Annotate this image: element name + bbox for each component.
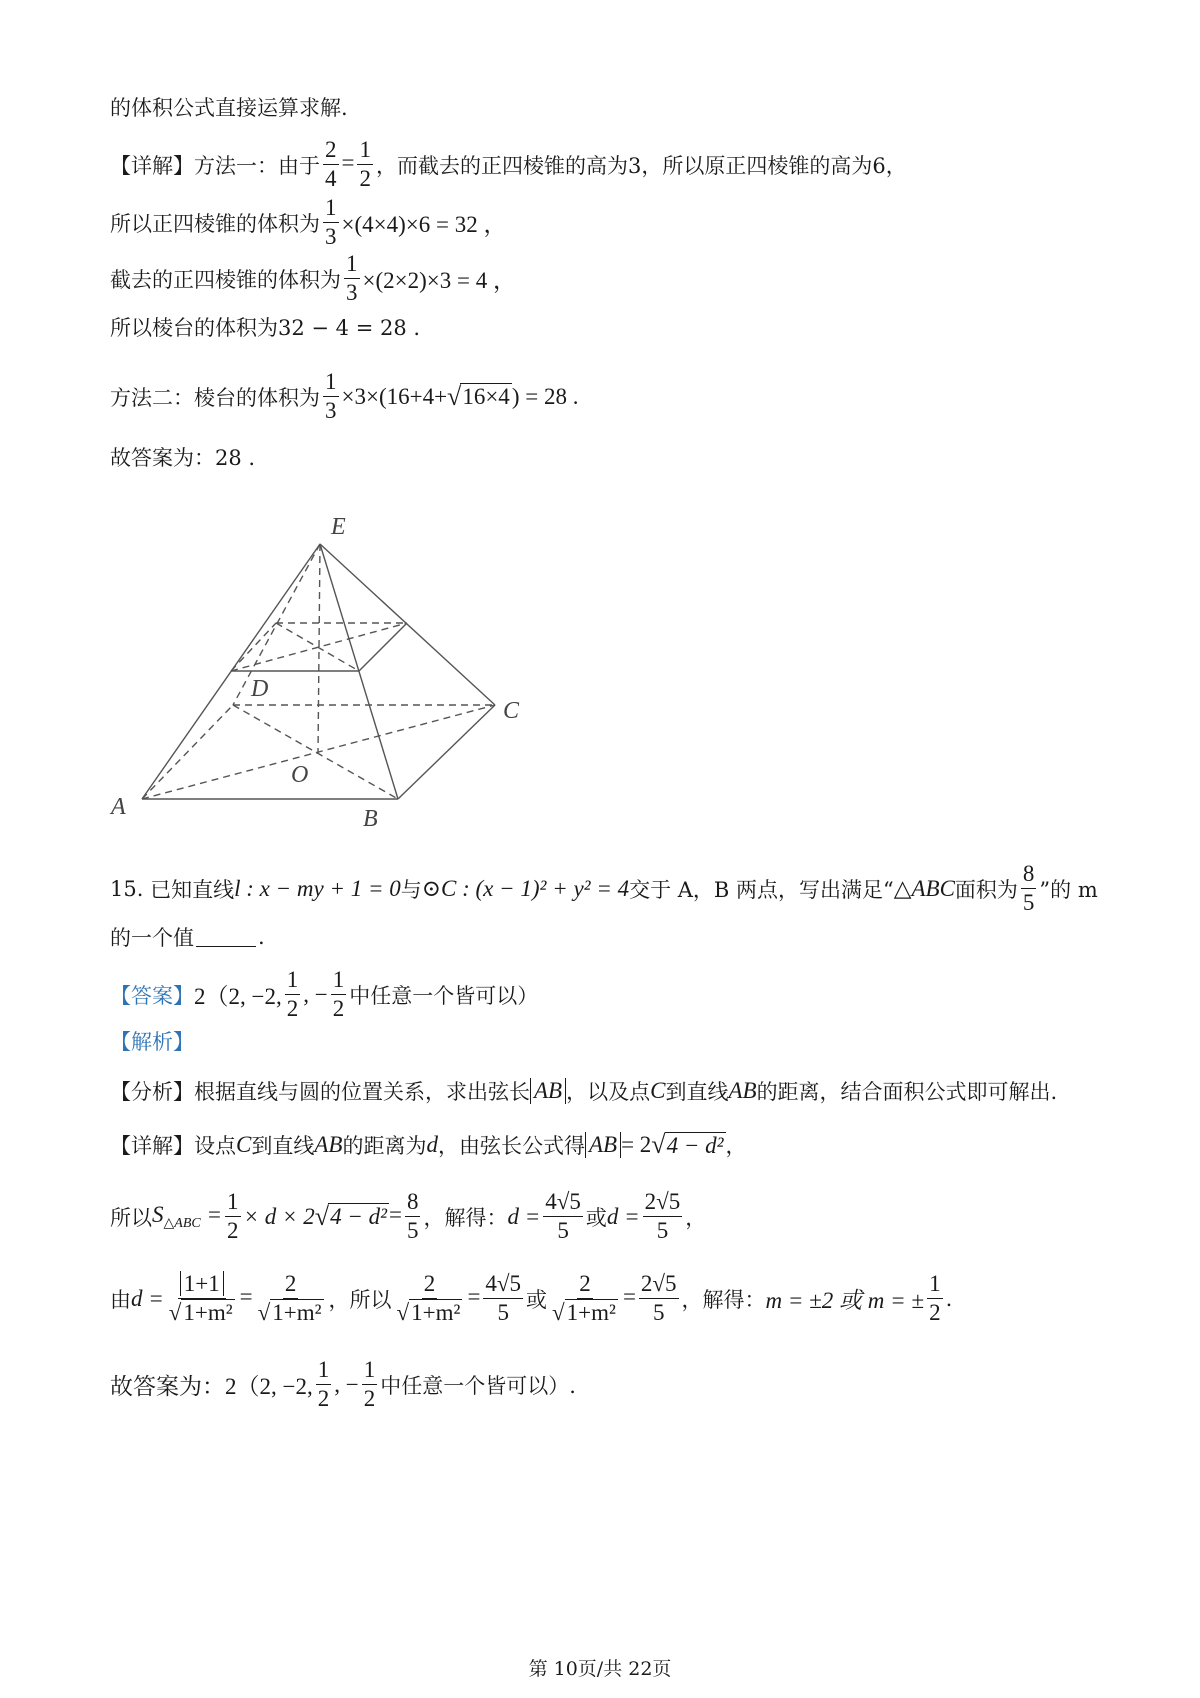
analysis-label: 【解析】 [110,1030,194,1054]
distance-line: 由 d = $\frac{1+1}{\text{√1+m²}}$ = $\frac{2}{\text{√1+m²}}$ ，所以 $\frac{2}{\text{√1+m²}}$ = $\frac{4√5}{5}$ 或 $\frac{2}{\text{√1+m²}}$ = $\frac{2√5}{5}$ ，解得： m = ±2 或 m = ± $\frac{1}{2}$ . [110,1271,953,1326]
label-O: O [291,762,309,788]
text: ，所以 [328,1287,392,1312]
answer-text: 2（2, −2, [194,984,282,1010]
page-footer: 第 10页/共 22页 [528,1658,672,1680]
detail-label: 【详解】 [110,1134,194,1158]
label-D: D [251,676,269,702]
final-text: , − [334,1371,359,1397]
text: 交于 A，B 两点，写出满足“ [629,877,894,902]
jiexi-line [110,1026,194,1056]
text: 由 [110,1287,131,1312]
final-text: 故答案为：2（2, −2, [110,1374,313,1400]
text: 方法二：棱台的体积为 [110,385,320,410]
edge-EC [320,544,495,705]
expr-text: ×3×(16+4+ [341,383,448,409]
text: 与 [400,877,422,902]
label-A: A [111,794,126,820]
area-line: 所以 $S_{\triangle ABC}$ = $\frac{1}{2}$ × d × 2 √ 4 − d² = $\frac{8}{5}$ ，解得： d = $\frac{4√5}{5}$ 或 d = $\frac{2√5}{5}$ ， [110,1189,707,1244]
method1-line1 [110,138,907,191]
answer-blank [196,928,256,947]
answer-text: , − [303,981,328,1007]
text: 所以正四棱锥的体积为 [110,211,320,236]
text: 根据直线与圆的位置关系，求出弦长 [194,1080,530,1104]
label-B: B [363,806,378,832]
text: . [945,1286,953,1311]
text: 或 [585,1205,607,1230]
text: 到直线 [665,1080,729,1104]
text: 所以 [110,1205,152,1230]
expr-text: × d × 2 [243,1203,315,1229]
frac-8-5: $\frac{8}{5}$ [1022,861,1035,916]
expr-text: ) = 28 . [511,383,579,409]
text: ， [725,1134,747,1158]
text: 或 [526,1287,548,1312]
text: ，解得： [681,1287,766,1312]
text: 所以棱台的体积为32 − 4 = 28 . [110,316,421,340]
result-text: m = ±2 或 m = ± [765,1288,925,1314]
expr: $\frac{1}{3}$ [346,251,358,306]
frustum-figure [105,510,545,840]
text: ，解得： [423,1205,508,1230]
q15-line1 [110,862,1098,915]
question-number: 15. [110,876,144,901]
expr-text: ×(4×4)×6 = 32 ， [341,212,507,238]
text: 已知直线 [150,877,235,902]
edge-ED [233,544,320,705]
text: 的一个值 [110,926,194,950]
expr: $\frac{1}{3}$ [325,195,337,250]
edge-AD [142,705,233,799]
q15-line2 [110,922,265,952]
text: ，以及点 [566,1080,651,1104]
text: ”的 m [1039,877,1098,902]
triangle-name: △ABC [893,875,955,901]
expr-text: ×(2×2)×3 = 4 ， [362,268,516,294]
intro-text: 的体积公式直接运算求解. [110,96,348,120]
text: ， [685,1205,707,1230]
sqrt-sign: √ [447,381,462,411]
text: 的距离为 [342,1134,427,1158]
expr: $\frac{1}{3}$ [325,369,337,424]
text: ，而截去的正四棱锥的高为3，所以原正四棱锥的高为6， [375,153,907,178]
detail-label: 【详解】 [110,153,194,178]
method1-line4 [110,312,420,342]
frac-2-4: $\frac{2}{4}$ = $\frac{1}{2}$ [325,137,371,192]
fenxi-label: 【分析】 [110,1080,194,1104]
text: 截去的正四棱锥的体积为 [110,267,341,292]
method1-line3 [110,252,516,305]
text: 方法一：由于 [194,153,320,178]
intro-line [110,92,348,122]
method1-line2 [110,196,506,249]
label-C: C [503,698,520,724]
text: . [258,925,265,949]
abs-AB: AB [530,1078,566,1104]
frac-1-2: $\frac{1}{2}$ [286,967,299,1022]
line-equation: l : x − my + 1 = 0 [234,875,401,901]
final-text: 中任意一个皆可以）. [380,1373,576,1398]
text: 面积为 [954,877,1018,902]
fenxi-line: 【分析】 根据直线与圆的位置关系，求出弦长 AB ，以及点 C 到直线 AB 的距离，结合面积公式即可解出. [110,1078,1058,1104]
answer-text: 故答案为：28 . [110,446,256,470]
top-left-edge [231,623,276,671]
sqrt-body: 16×4 [462,384,510,410]
text: 的距离，结合面积公式即可解出. [756,1080,1058,1104]
label-E: E [331,514,346,540]
edge-BC [398,705,495,799]
answer-line [110,442,255,472]
q15-answer [110,968,538,1021]
text: ，由弦长公式得 [437,1134,585,1158]
expr-text: = 2 [621,1132,652,1157]
text: 设点 [194,1134,236,1158]
detail-line: 【详解】 设点 C 到直线 AB 的距离为 d ，由弦长公式得 AB = 2 √ 4 − d² ， [110,1130,747,1159]
text: 到直线 [251,1134,315,1158]
circle-equation: ⊙C : (x − 1)² + y² = 4 [421,875,630,901]
answer-text: 中任意一个皆可以） [349,983,539,1008]
final-answer-line: 故答案为：2（2, −2, $\frac{1}{2}$ , − $\frac{1}{2}$ 中任意一个皆可以）. [110,1357,576,1412]
method2-line [110,370,578,423]
answer-label: 【答案】 [110,983,194,1008]
sqrt-body: 4 − d² [666,1132,724,1158]
frac-1-2: $\frac{1}{2}$ [332,967,345,1022]
